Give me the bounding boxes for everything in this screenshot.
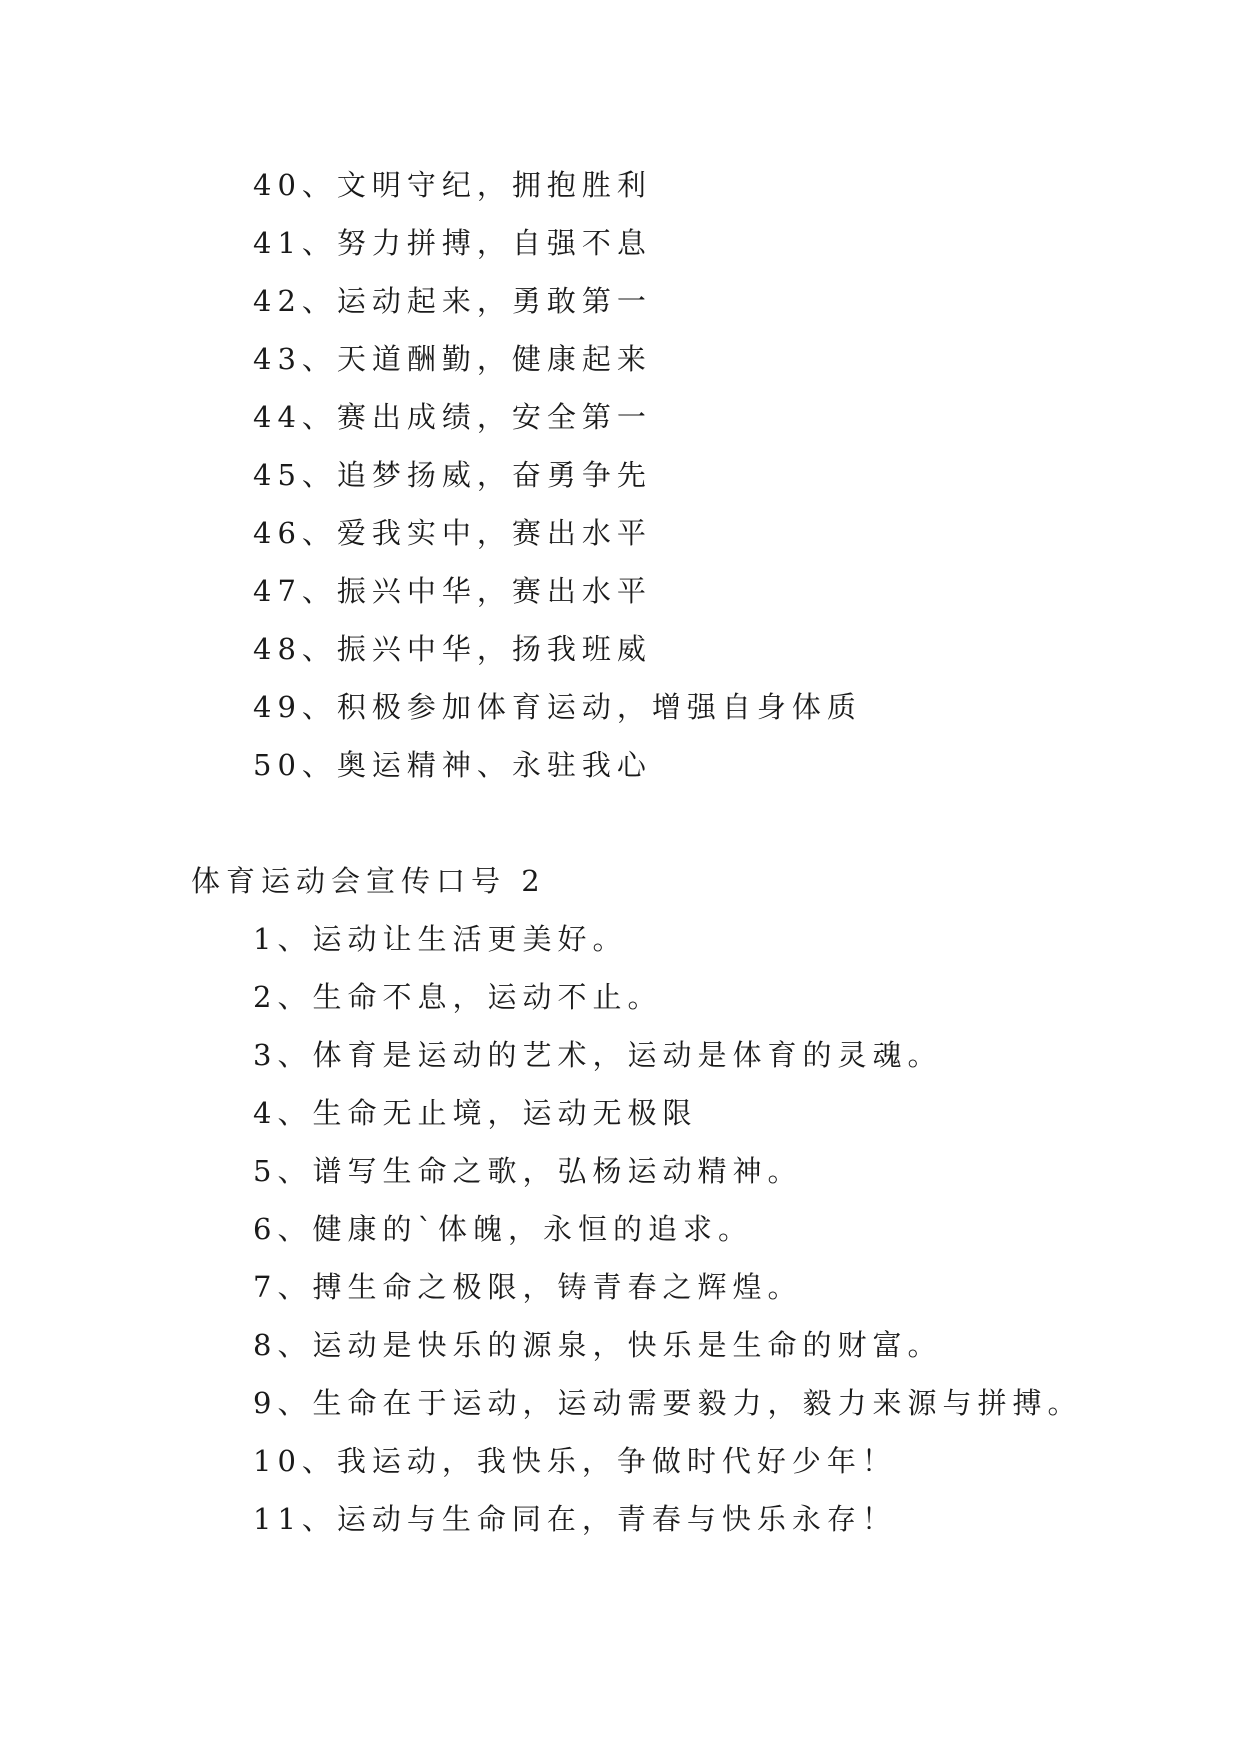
slogan-item: 40、文明守纪，拥抱胜利 bbox=[253, 168, 652, 202]
slogan-item: 43、天道酬勤，健康起来 bbox=[253, 342, 652, 376]
slogan-item: 41、努力拼搏，自强不息 bbox=[253, 226, 652, 260]
slogan-item: 49、积极参加体育运动，增强自身体质 bbox=[253, 690, 862, 724]
slogan-item: 6、健康的`体魄，永恒的追求。 bbox=[253, 1212, 753, 1246]
section-heading: 体育运动会宣传口号 2 bbox=[191, 864, 546, 898]
slogan-item: 5、谱写生命之歌，弘杨运动精神。 bbox=[253, 1154, 803, 1188]
slogan-item: 9、生命在于运动，运动需要毅力，毅力来源与拼搏。 bbox=[253, 1386, 1083, 1420]
slogan-item: 46、爱我实中，赛出水平 bbox=[253, 516, 652, 550]
slogan-item: 50、奥运精神、永驻我心 bbox=[253, 748, 652, 782]
slogan-item: 7、搏生命之极限，铸青春之辉煌。 bbox=[253, 1270, 803, 1304]
slogan-item: 3、体育是运动的艺术，运动是体育的灵魂。 bbox=[253, 1038, 943, 1072]
slogan-item: 8、运动是快乐的源泉，快乐是生命的财富。 bbox=[253, 1328, 943, 1362]
slogan-item: 11、运动与生命同在，青春与快乐永存！ bbox=[253, 1502, 897, 1536]
slogan-item: 42、运动起来，勇敢第一 bbox=[253, 284, 652, 318]
slogan-item: 48、振兴中华，扬我班威 bbox=[253, 632, 652, 666]
slogan-item: 4、生命无止境，运动无极限 bbox=[253, 1096, 698, 1130]
slogan-item: 10、我运动，我快乐，争做时代好少年！ bbox=[253, 1444, 897, 1478]
slogan-item: 47、振兴中华，赛出水平 bbox=[253, 574, 652, 608]
slogan-item: 1、运动让生活更美好。 bbox=[253, 922, 628, 956]
slogan-item: 2、生命不息，运动不止。 bbox=[253, 980, 663, 1014]
slogan-item: 45、追梦扬威，奋勇争先 bbox=[253, 458, 652, 492]
slogan-item: 44、赛出成绩，安全第一 bbox=[253, 400, 652, 434]
